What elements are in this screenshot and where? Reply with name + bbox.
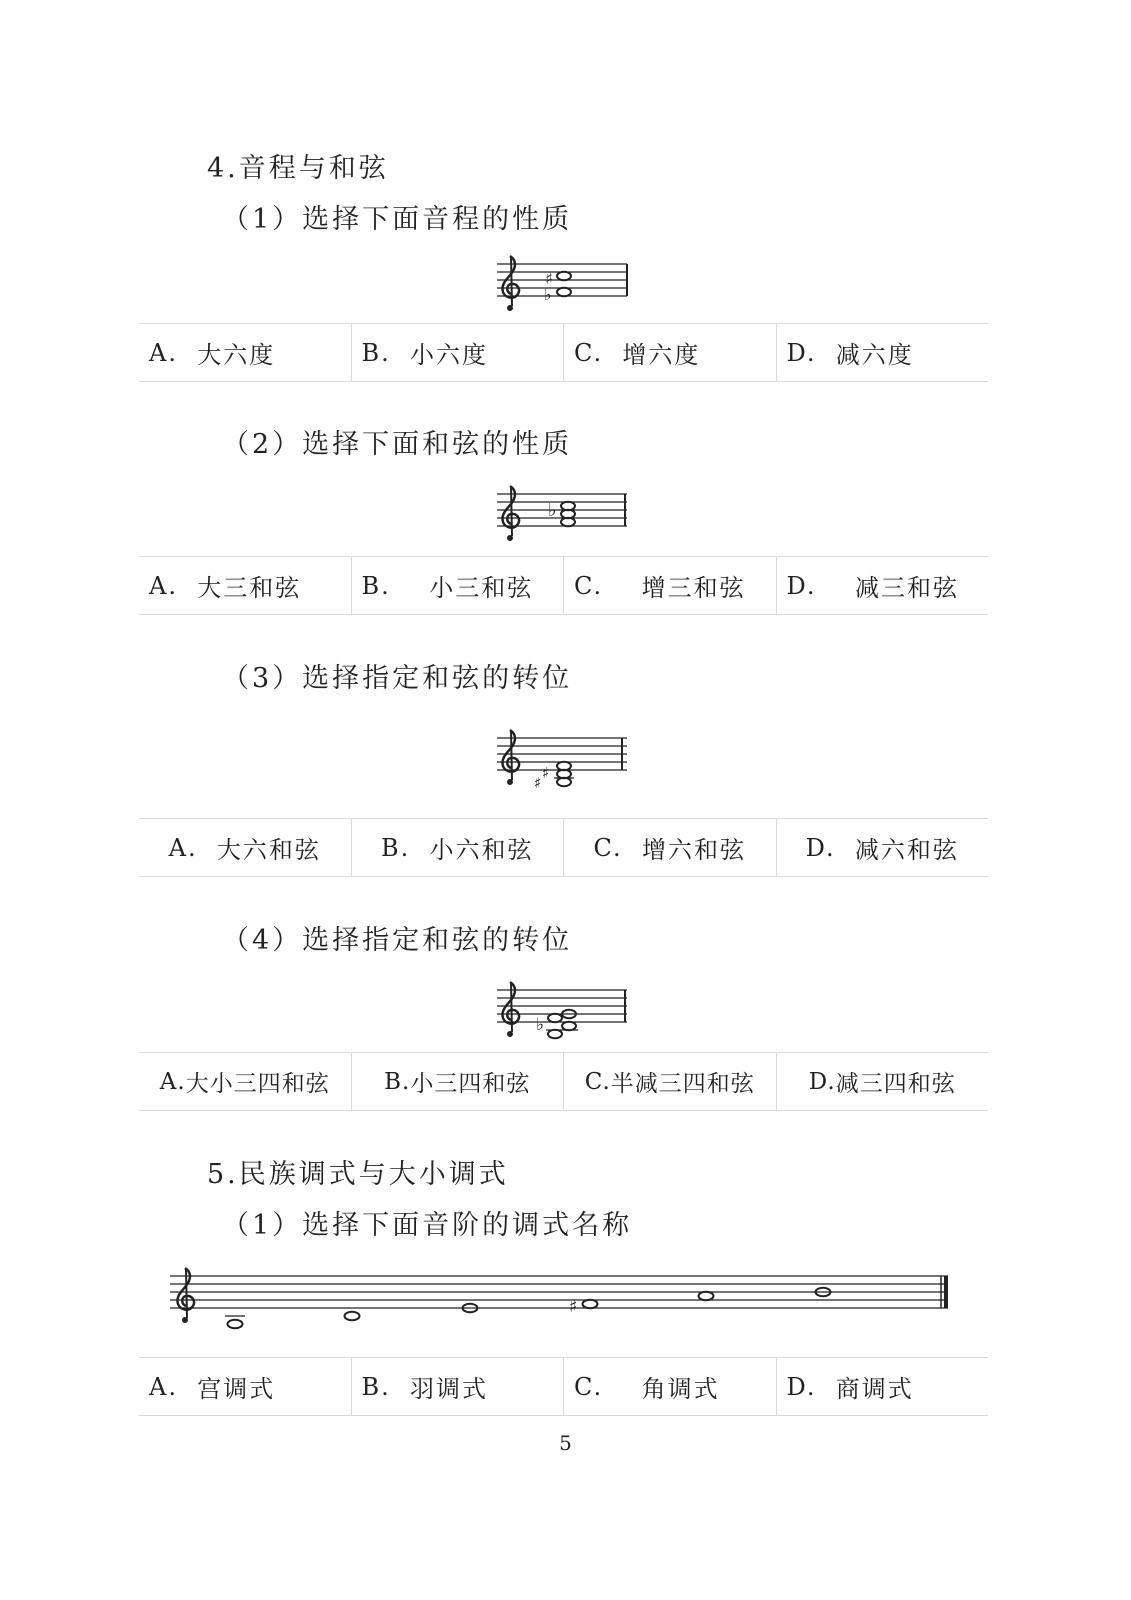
option-d[interactable]: D. 减六和弦 — [776, 819, 989, 876]
question-title: （1）选择下面音阶的调式名称 — [222, 1210, 633, 1241]
option-b[interactable]: B. 羽调式 — [351, 1358, 564, 1415]
sharp-sign: ♯ — [542, 764, 550, 782]
option-d[interactable]: D. 减三四和弦 — [776, 1053, 989, 1110]
question-title: （4）选择指定和弦的转位 — [222, 925, 573, 956]
option-a[interactable]: A. 大小三四和弦 — [159, 1068, 330, 1097]
option-c[interactable]: C. 半减三四和弦 — [563, 1053, 776, 1110]
option-d[interactable]: D. 减三和弦 — [776, 557, 989, 614]
option-a[interactable]: A. 宫调式 — [149, 1372, 276, 1403]
option-c[interactable]: C. 增六和弦 — [563, 819, 776, 876]
flat-sign: ♭ — [544, 285, 552, 304]
option-c[interactable]: C. 增六度 — [563, 324, 776, 381]
option-a[interactable]: A. 大三和弦 — [149, 571, 302, 602]
options-row — [139, 556, 988, 615]
options-row — [139, 1052, 988, 1111]
option-d[interactable]: D. 商调式 — [776, 1358, 989, 1415]
flat-sign: ♭ — [548, 500, 557, 521]
question-title: （2）选择下面和弦的性质 — [222, 429, 573, 460]
option-c[interactable]: C. 增三和弦 — [563, 557, 776, 614]
music-staff-chord — [492, 978, 632, 1046]
options-row — [139, 818, 988, 877]
options-row — [139, 1357, 988, 1416]
section-heading: 5.民族调式与大小调式 — [207, 1159, 509, 1190]
page-number: 5 — [559, 1431, 572, 1455]
option-d[interactable]: D. 减六度 — [776, 324, 989, 381]
music-staff-interval — [492, 254, 632, 314]
option-a[interactable]: A. 大六度 — [149, 338, 276, 369]
sharp-sign: ♯ — [545, 269, 553, 288]
option-b[interactable]: B. 小六和弦 — [351, 819, 564, 876]
question-title: （1）选择下面音程的性质 — [222, 204, 573, 235]
sharp-sign: ♯ — [534, 774, 542, 792]
option-a[interactable]: A. 大六和弦 — [168, 833, 321, 864]
question-title: （3）选择指定和弦的转位 — [222, 663, 573, 694]
music-staff-chord — [492, 484, 632, 544]
option-b[interactable]: B. 小六度 — [351, 324, 564, 381]
option-c[interactable]: C. 角调式 — [563, 1358, 776, 1415]
section-heading: 4.音程与和弦 — [207, 153, 389, 184]
sharp-sign: ♯ — [569, 1297, 578, 1317]
options-row — [139, 323, 988, 382]
music-staff-chord — [492, 726, 632, 792]
option-b[interactable]: B. 小三四和弦 — [351, 1053, 564, 1110]
option-b[interactable]: B. 小三和弦 — [351, 557, 564, 614]
flat-sign: ♭ — [536, 1015, 545, 1035]
music-staff-scale — [165, 1264, 955, 1336]
